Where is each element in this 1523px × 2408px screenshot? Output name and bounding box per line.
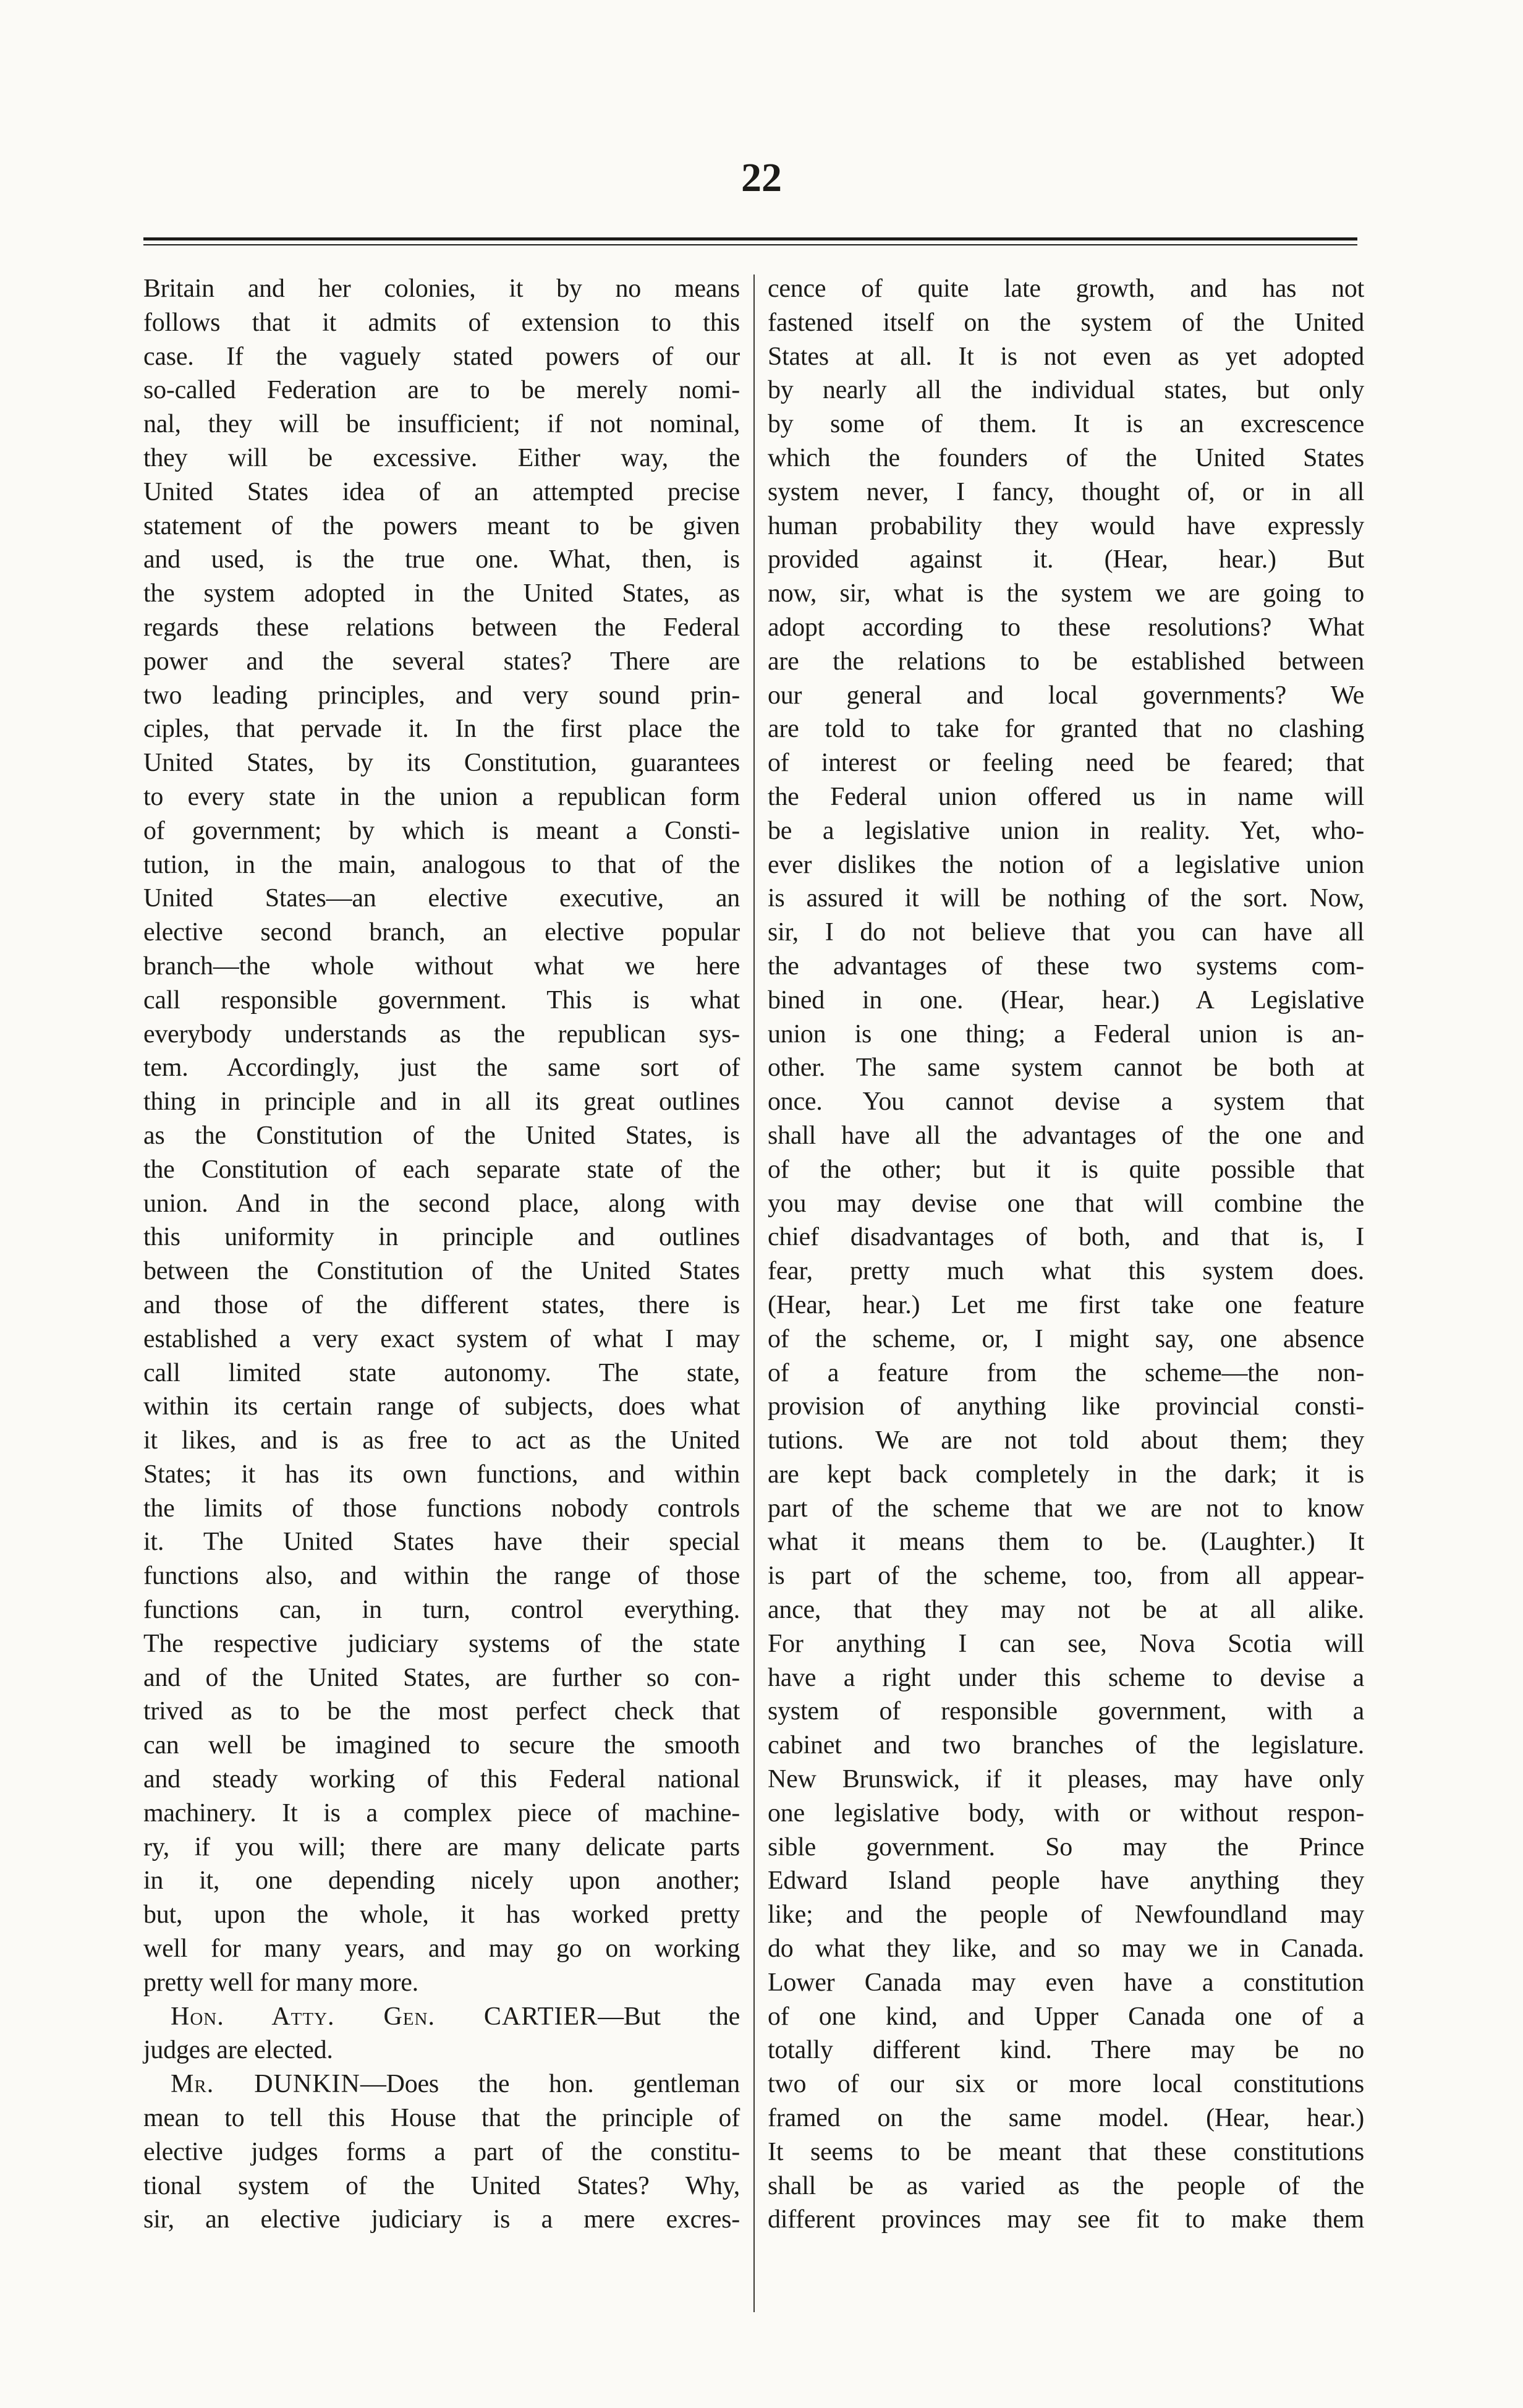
text-line: fear, pretty much what this system does.	[768, 1257, 1364, 1286]
text-line: is assured it will be nothing of the sort. Now,	[768, 884, 1364, 913]
text-line: cabinet and two branches of the legislature.	[768, 1731, 1364, 1760]
speech-text: —Does the hon. gentleman	[360, 2070, 740, 2099]
speaker-name: Hon. Atty. Gen. CARTIER	[171, 2002, 598, 2031]
text-line: the Federal union offered us in name will	[768, 782, 1364, 811]
text-line: the limits of those functions nobody controls	[143, 1494, 740, 1523]
right-column	[768, 272, 1364, 2237]
text-line: you may devise one that will combine the	[768, 1189, 1364, 1218]
text-line: to every state in the union a republican form	[143, 782, 740, 811]
text-line: different provinces may see fit to make them	[768, 2205, 1364, 2234]
text-line: sir, I do not believe that you can have all	[768, 918, 1364, 947]
text-line: of the scheme, or, I might say, one absence	[768, 1324, 1364, 1353]
text-line: statement of the powers meant to be given	[143, 511, 740, 540]
text-line: Edward Island people have anything they	[768, 1866, 1364, 1895]
page-number: 22	[741, 155, 782, 200]
text-line: as the Constitution of the United States, is	[143, 1121, 740, 1150]
text-line: shall have all the advantages of the one and	[768, 1121, 1364, 1150]
text-line: and steady working of this Federal national	[143, 1765, 740, 1794]
text-line: thing in principle and in all its great outlines	[143, 1087, 740, 1117]
text-line: New Brunswick, if it pleases, may have only	[768, 1765, 1364, 1794]
text-line: framed on the same model. (Hear, hear.)	[768, 2104, 1364, 2133]
text-line: within its certain range of subjects, does what	[143, 1392, 740, 1421]
text-line: have a right under this scheme to devise a	[768, 1663, 1364, 1692]
text-line: be a legislative union in reality. Yet, who-	[768, 816, 1364, 845]
speech-dunkin	[143, 2067, 740, 2101]
speech-cartier	[143, 2000, 740, 2034]
text-line: is part of the scheme, too, from all appear-	[768, 1562, 1364, 1591]
text-line: United States—an elective executive, an	[143, 884, 740, 913]
speech-cartier-continuation: judges are elected.	[143, 2036, 333, 2065]
text-line: functions can, in turn, control everything.	[143, 1596, 740, 1625]
text-line: adopt according to these resolutions? What	[768, 613, 1364, 642]
text-line: one legislative body, with or without respon-	[768, 1798, 1364, 1827]
text-line: call limited state autonomy. The state,	[143, 1358, 740, 1387]
text-line: branch—the whole without what we here	[143, 951, 740, 981]
text-line: once. You cannot devise a system that	[768, 1087, 1364, 1117]
text-line: machinery. It is a complex piece of machine-	[143, 1798, 740, 1827]
text-line: sible government. So may the Prince	[768, 1832, 1364, 1861]
text-line: union. And in the second place, along with	[143, 1189, 740, 1218]
text-line: United States idea of an attempted precise	[143, 477, 740, 506]
text-line: provision of anything like provincial consti-	[768, 1392, 1364, 1421]
text-line: mean to tell this House that the principle of	[143, 2104, 740, 2133]
text-line: they will be excessive. Either way, the	[143, 443, 740, 472]
column-divider	[753, 274, 755, 2312]
text-line: trived as to be the most perfect check that	[143, 1697, 740, 1726]
text-line: so-called Federation are to be merely nomi-	[143, 376, 740, 405]
text-line: States at all. It is not even as yet adopted	[768, 342, 1364, 371]
text-line: (Hear, hear.) Let me first take one feature	[768, 1290, 1364, 1319]
speaker-name: Mr. DUNKIN	[171, 2070, 360, 2099]
text-line: pretty well for many more.	[143, 1968, 418, 1997]
text-line: fastened itself on the system of the United	[768, 308, 1364, 337]
text-line: system of responsible government, with a	[768, 1697, 1364, 1726]
text-line: this uniformity in principle and outlines	[143, 1223, 740, 1252]
text-line: of interest or feeling need be feared; that	[768, 749, 1364, 778]
text-line: which the founders of the United States	[768, 443, 1364, 472]
text-line: sir, an elective judiciary is a mere excres-	[143, 2205, 740, 2234]
text-line: now, sir, what is the system we are going to	[768, 579, 1364, 608]
text-line: in it, one depending nicely upon another;	[143, 1866, 740, 1895]
text-line: the advantages of these two systems com-	[768, 951, 1364, 981]
text-line: and of the United States, are further so con-	[143, 1663, 740, 1692]
text-line: part of the scheme that we are not to know	[768, 1494, 1364, 1523]
text-line: the Constitution of each separate state of the	[143, 1155, 740, 1184]
text-line: elective judges forms a part of the constitu-	[143, 2137, 740, 2166]
header-rule	[143, 237, 1357, 245]
text-line: union is one thing; a Federal union is an-	[768, 1019, 1364, 1049]
text-line: elective second branch, an elective popular	[143, 918, 740, 947]
text-line: United States, by its Constitution, guarantees	[143, 749, 740, 778]
text-line: tem. Accordingly, just the same sort of	[143, 1053, 740, 1083]
speech-dunkin-continuation	[143, 2101, 740, 2237]
text-line: between the Constitution of the United States	[143, 1257, 740, 1286]
text-line: follows that it admits of extension to this	[143, 308, 740, 337]
text-line: shall be as varied as the people of the	[768, 2171, 1364, 2200]
text-line: of a feature from the scheme—the non-	[768, 1358, 1364, 1387]
text-line: Britain and her colonies, it by no means	[143, 274, 740, 303]
text-line: It seems to be meant that these constitutions	[768, 2137, 1364, 2166]
text-line: can well be imagined to secure the smooth	[143, 1731, 740, 1760]
text-line: do what they like, and so may we in Canada.	[768, 1934, 1364, 1963]
text-line: bined in one. (Hear, hear.) A Legislative	[768, 985, 1364, 1015]
text-line: nal, they will be insufficient; if not nominal,	[143, 410, 740, 439]
text-line: of government; by which is meant a Consti-	[143, 816, 740, 845]
text-line: power and the several states? There are	[143, 647, 740, 676]
text-line: like; and the people of Newfoundland may	[768, 1900, 1364, 1929]
text-line: tution, in the main, analogous to that of the	[143, 850, 740, 879]
text-line: established a very exact system of what I may	[143, 1324, 740, 1353]
text-line: States; it has its own functions, and within	[143, 1460, 740, 1489]
text-line: functions also, and within the range of those	[143, 1562, 740, 1591]
text-line: and used, is the true one. What, then, is	[143, 545, 740, 574]
text-line: it. The United States have their special	[143, 1528, 740, 1557]
text-line: of one kind, and Upper Canada one of a	[768, 2002, 1364, 2031]
text-line: Lower Canada may even have a constitution	[768, 1968, 1364, 1997]
right-column-body	[768, 272, 1364, 2237]
text-line: human probability they would have expressly	[768, 511, 1364, 540]
left-column-body	[143, 272, 740, 2000]
text-line: the system adopted in the United States, as	[143, 579, 740, 608]
text-line: provided against it. (Hear, hear.) But	[768, 545, 1364, 574]
text-line: what it means them to be. (Laughter.) It	[768, 1528, 1364, 1557]
text-line: well for many years, and may go on working	[143, 1934, 740, 1963]
text-line: by some of them. It is an excrescence	[768, 410, 1364, 439]
text-line: ever dislikes the notion of a legislative union	[768, 850, 1364, 879]
text-line: everybody understands as the republican sys-	[143, 1019, 740, 1049]
left-column	[143, 272, 740, 2237]
text-line: are the relations to be established between	[768, 647, 1364, 676]
text-line: ry, if you will; there are many delicate parts	[143, 1832, 740, 1861]
text-line: The respective judiciary systems of the state	[143, 1629, 740, 1658]
text-line: ance, that they may not be at all alike.	[768, 1596, 1364, 1625]
text-line: For anything I can see, Nova Scotia will	[768, 1629, 1364, 1658]
text-line: by nearly all the individual states, but only	[768, 376, 1364, 405]
text-line: cence of quite late growth, and has not	[768, 274, 1364, 303]
text-line: regards these relations between the Federal	[143, 613, 740, 642]
text-line: it likes, and is as free to act as the United	[143, 1426, 740, 1455]
text-line: and those of the different states, there is	[143, 1290, 740, 1319]
text-line: two of our six or more local constitutions	[768, 2070, 1364, 2099]
text-line: but, upon the whole, it has worked pretty	[143, 1900, 740, 1929]
text-line: totally different kind. There may be no	[768, 2036, 1364, 2065]
text-line: call responsible government. This is what	[143, 985, 740, 1015]
text-line: other. The same system cannot be both at	[768, 1053, 1364, 1083]
text-line: are kept back completely in the dark; it is	[768, 1460, 1364, 1489]
text-line: of the other; but it is quite possible that	[768, 1155, 1364, 1184]
text-line: our general and local governments? We	[768, 681, 1364, 710]
text-line: two leading principles, and very sound prin-	[143, 681, 740, 710]
text-line: system never, I fancy, thought of, or in all	[768, 477, 1364, 506]
text-line: ciples, that pervade it. In the first place the	[143, 715, 740, 744]
text-line: tutions. We are not told about them; they	[768, 1426, 1364, 1455]
text-line: case. If the vaguely stated powers of our	[143, 342, 740, 371]
text-line: chief disadvantages of both, and that is, I	[768, 1223, 1364, 1252]
speech-text: —But the	[598, 2002, 740, 2031]
text-line: tional system of the United States? Why,	[143, 2171, 740, 2200]
text-line: are told to take for granted that no clashing	[768, 715, 1364, 744]
